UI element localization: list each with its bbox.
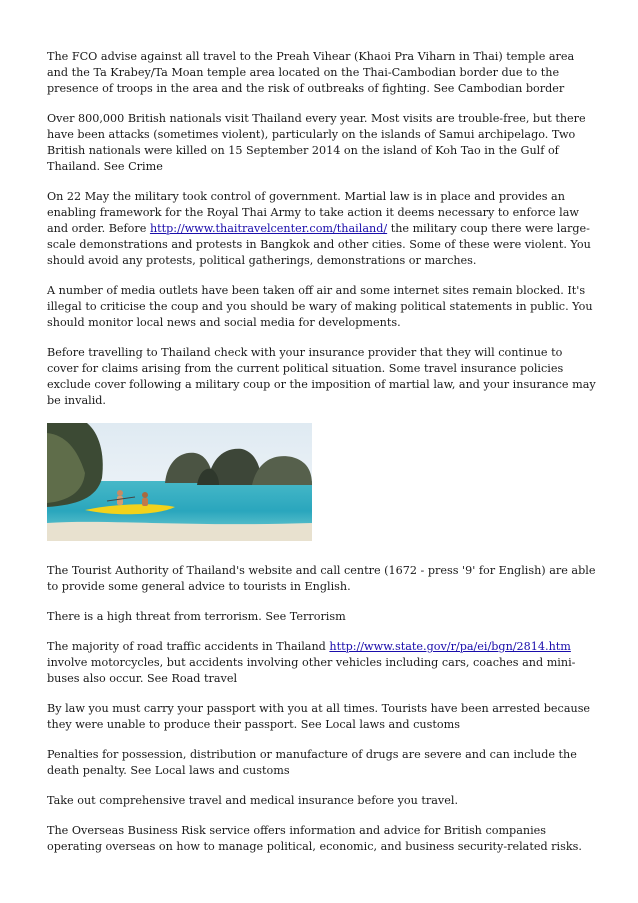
paragraph-tourist-authority: The Tourist Authority of Thailand's website and call centre (1672 - press '9' for English) are able to provide some general advice to tourists in English.	[47, 564, 596, 593]
paragraph-border-warning: The FCO advise against all travel to the Preah Vihear (Khaoi Pra Viharn in Thai) temple area and the Ta Krabey/Ta Moan temple area located on the Thai-Cambodian border due to the presence of troops in the area and the risk of outbreaks of fighting. See Cambodian border	[47, 50, 575, 95]
paragraph-text: involve motorcycles, but accidents involving other vehicles including cars, coaches and mini-buses also occur. See Road travel	[47, 656, 576, 685]
paragraph-visitors: Over 800,000 British nationals visit Thailand every year. Most visits are trouble-free, but there have been attacks (sometimes violent), particularly on the islands of Samui archipelago. Two British nationals were killed on 15 September 2014 on the island of Koh Tao in the Gulf of Thailand. See Crime	[47, 112, 586, 173]
kayak-beach-photo	[47, 423, 312, 541]
paragraph-insurance-coup: Before travelling to Thailand check with your insurance provider that they will continue to cover for claims arising from the current political situation. Some travel insurance policies exclude cover following a military coup or the imposition of martial law, and your insurance may be invalid.	[47, 346, 596, 407]
state-gov-link[interactable]: http://www.state.gov/r/pa/ei/bgn/2814.htm	[329, 640, 571, 653]
paragraph-business-risk: The Overseas Business Risk service offers information and advice for British companies operating overseas on how to manage political, economic, and business security-related risks.	[47, 824, 582, 853]
paragraph-media-outlets: A number of media outlets have been taken off air and some internet sites remain blocked. It's illegal to criticise the coup and you should be wary of making political statements in public. You should monitor local news and social media for developments.	[47, 284, 593, 329]
paragraph-drugs: Penalties for possession, distribution or manufacture of drugs are severe and can include the death penalty. See Local laws and customs	[47, 748, 577, 777]
paragraph-terrorism: There is a high threat from terrorism. See Terrorism	[47, 610, 346, 623]
paragraph-passport: By law you must carry your passport with you at all times. Tourists have been arrested because they were unable to produce their passport. See Local laws and customs	[47, 702, 591, 731]
paragraph-text: the military coup there were large-scale demonstrations and protests in Bangkok and other cities. Some of these were violent. You should avoid any protests, political gatherings, demonstrations or marches.	[47, 222, 591, 267]
paragraph-military-coup	[47, 189, 597, 269]
paragraph-text: The majority of road traffic accidents in Thailand	[47, 640, 330, 653]
paragraph-insurance: Take out comprehensive travel and medical insurance before you travel.	[47, 794, 459, 807]
thaitravelcenter-link[interactable]: http://www.thaitravelcenter.com/thailand/	[149, 222, 388, 235]
paragraph-road-traffic	[47, 639, 597, 687]
paragraph-text: On 22 May the military took control of government. Martial law is in place and provides an enabling framework for the Royal Thai Army to take action it deems necessary to enforce law and order. Before	[47, 190, 579, 235]
document-body	[47, 49, 597, 869]
